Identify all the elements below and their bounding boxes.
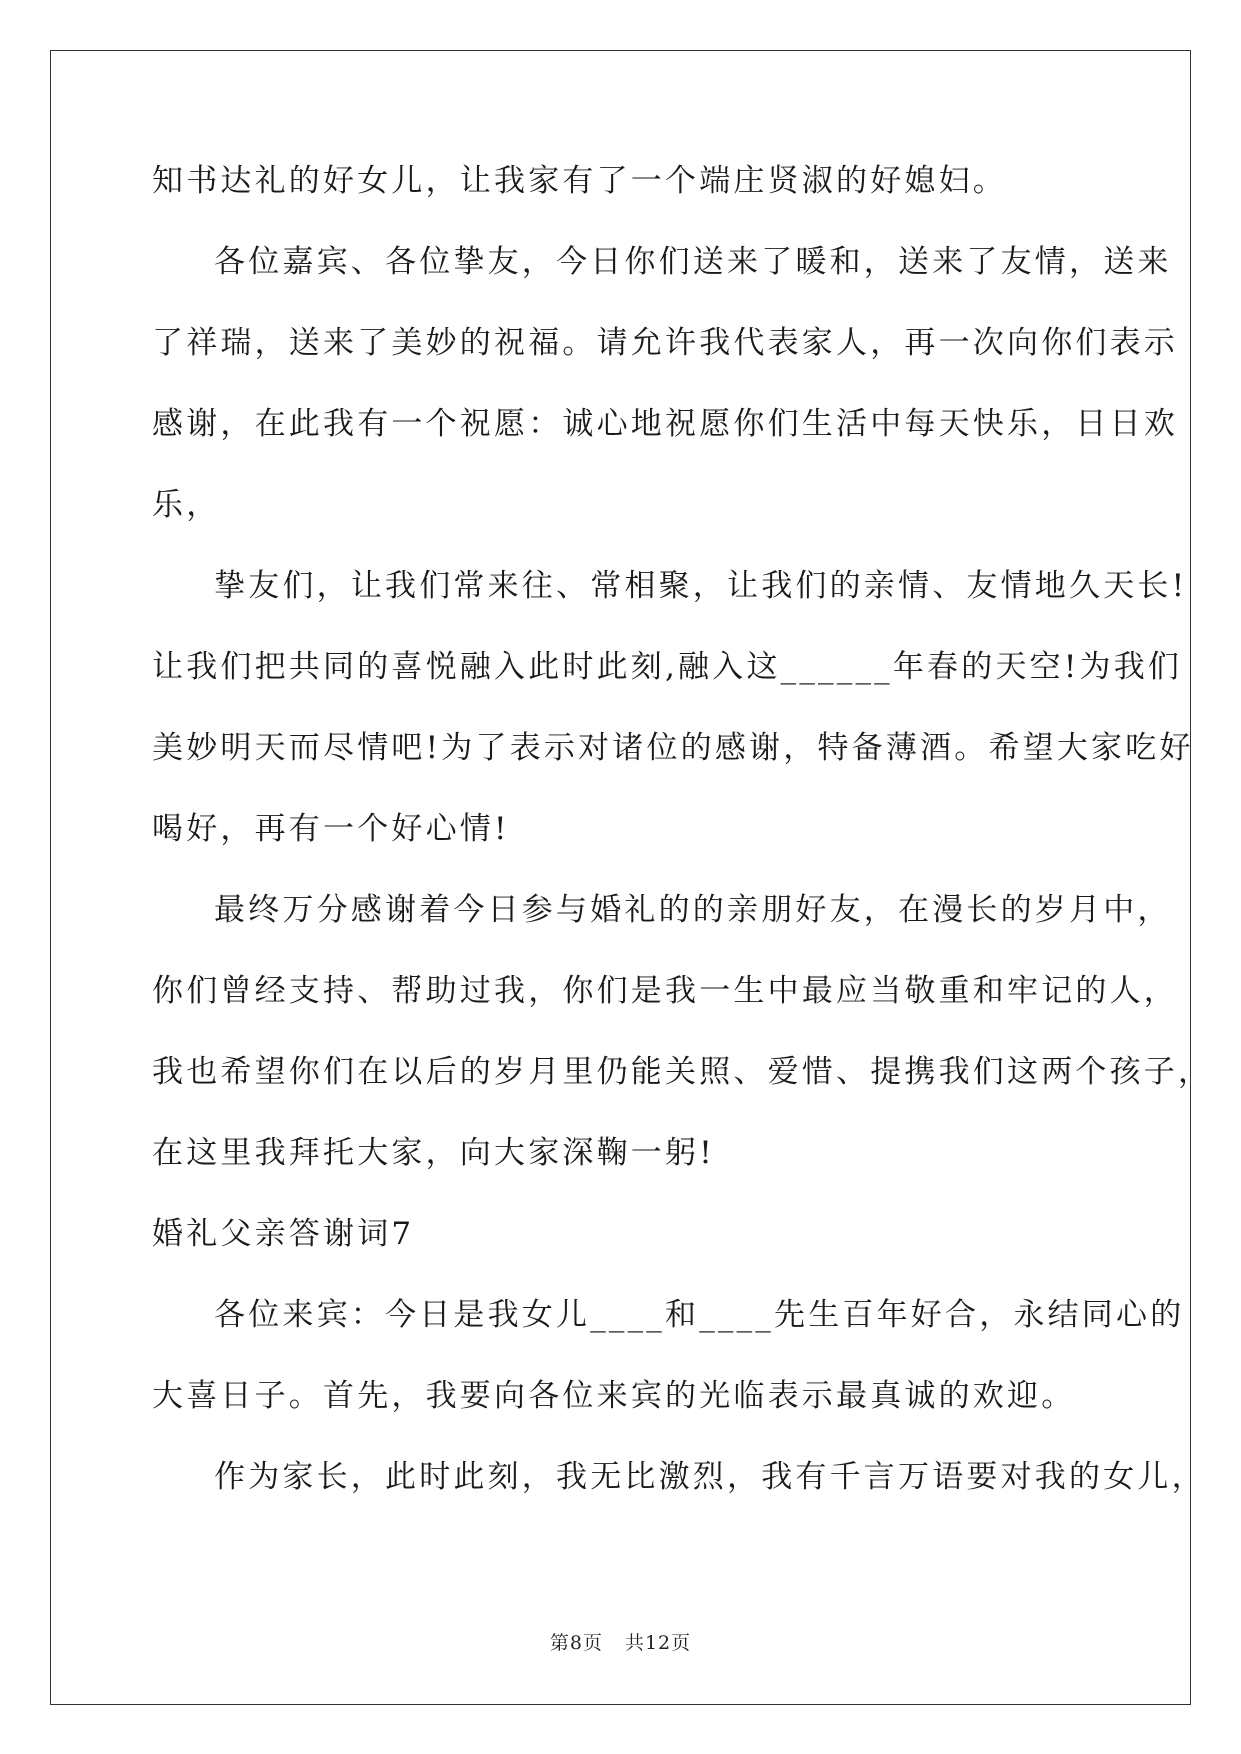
text-line: 了祥瑞，送来了美妙的祝福。请允许我代表家人，再一次向你们表示 [152, 325, 1178, 361]
text-line: 我也希望你们在以后的岁月里仍能关照、爱惜、提携我们这两个孩子， [152, 1054, 1213, 1090]
text-line: 作为家长，此时此刻，我无比激烈，我有千言万语要对我的女儿， [214, 1459, 1206, 1495]
section-heading: 婚礼父亲答谢词7 [152, 1216, 415, 1252]
page-number: 第8页 [549, 1632, 603, 1654]
text-line: 你们曾经支持、帮助过我，你们是我一生中最应当敬重和牢记的人， [152, 973, 1178, 1009]
text-line: 知书达礼的好女儿，让我家有了一个端庄贤淑的好媳妇。 [152, 163, 1007, 199]
text-line: 让我们把共同的喜悦融入此时此刻,融入这______年春的天空!为我们 [152, 649, 1183, 685]
document-body [152, 160, 1213, 1537]
text-line: 大喜日子。首先，我要向各位来宾的光临表示最真诚的欢迎。 [152, 1378, 1076, 1414]
text-line: 挚友们，让我们常来往、常相聚，让我们的亲情、友情地久天长! [214, 568, 1188, 604]
page-footer [0, 1628, 1241, 1655]
text-line: 乐， [152, 487, 221, 523]
text-line: 各位嘉宾、各位挚友，今日你们送来了暖和，送来了友情，送来 [214, 244, 1172, 280]
page-total: 共12页 [624, 1632, 692, 1654]
text-line: 美妙明天而尽情吧!为了表示对诸位的感谢，特备薄酒。希望大家吃好 [152, 730, 1194, 766]
text-line: 最终万分感谢着今日参与婚礼的的亲朋好友，在漫长的岁月中， [214, 892, 1172, 928]
text-line: 在这里我拜托大家，向大家深鞠一躬! [152, 1135, 715, 1171]
text-line: 喝好，再有一个好心情! [152, 811, 510, 847]
text-line: 各位来宾：今日是我女儿____和____先生百年好合，永结同心的 [214, 1297, 1185, 1333]
text-line: 感谢，在此我有一个祝愿：诚心地祝愿你们生活中每天快乐，日日欢 [152, 406, 1178, 442]
